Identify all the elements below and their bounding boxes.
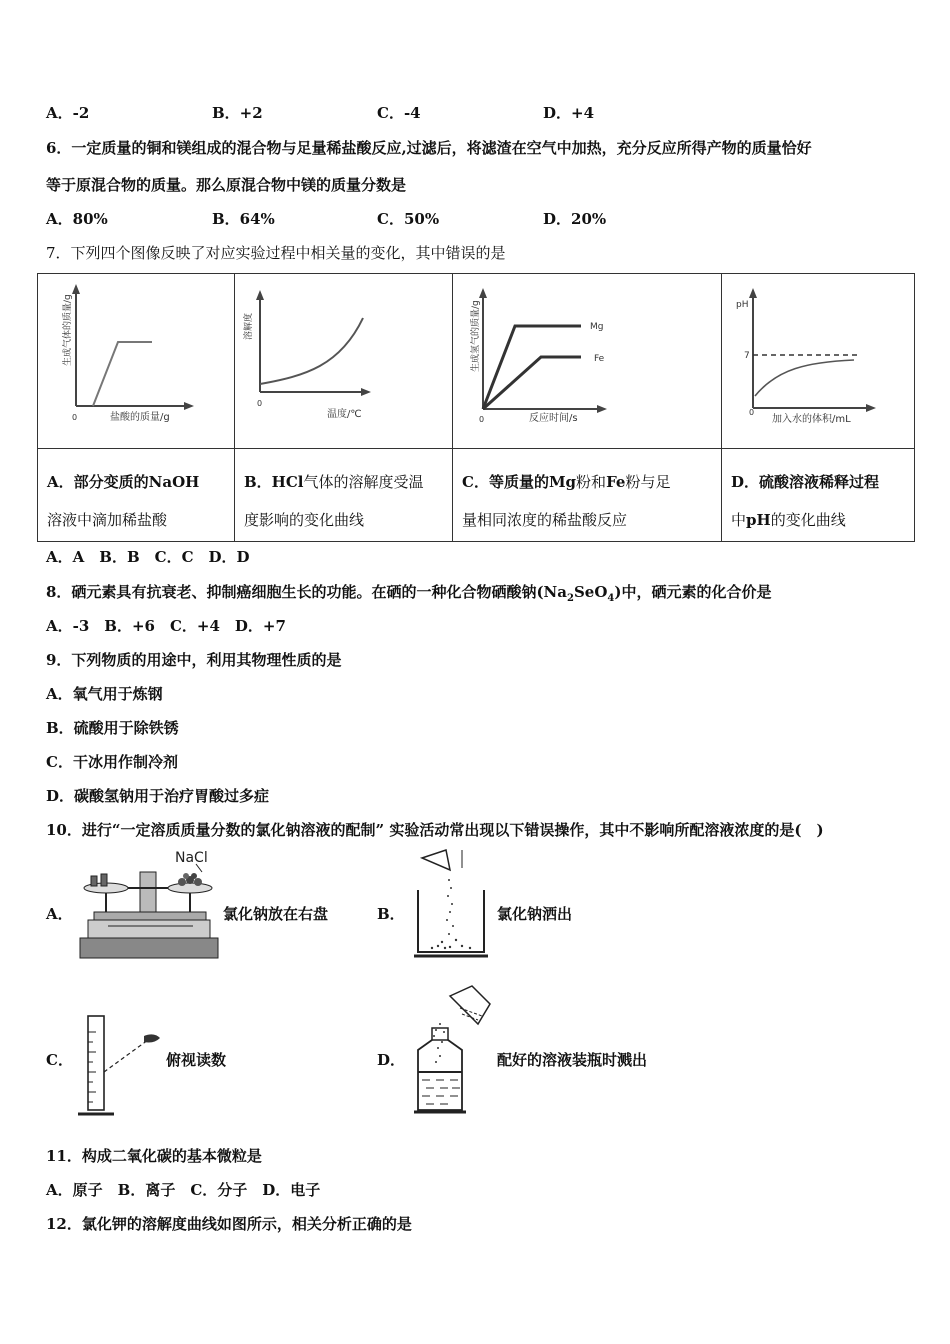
graph-c-series-fe: Fe (594, 354, 605, 364)
caption-c-end: 粉与足 (625, 473, 671, 491)
q9-option-b: B．硫酸用于除铁锈 (46, 719, 179, 737)
q8-stem-a: 8．硒元素具有抗衰老、抑制癌细胞生长的功能。在硒的一种化合物硒酸钠(Na (46, 583, 567, 601)
q12-stem: 12．氯化钾的溶解度曲线如图所示，相关分析正确的是 (46, 1215, 412, 1233)
caption-b-key: B．HCl (244, 473, 304, 491)
graph-a-ylabel: 生成气体的质量/g (63, 294, 73, 366)
q10-stem: 10．进行“一定溶质质量分数的氯化钠溶液的配制” 实验活动常出现以下错误操作，其中不影响所配溶液浓度的是( ) (46, 821, 824, 839)
q8-options: A．-3 B．+6 C．+4 D．+7 (46, 617, 286, 635)
caption-b-line1: 气体的溶解度受温 (303, 473, 424, 491)
caption-d-part2b: 的变化曲线 (770, 511, 846, 529)
graph-b (235, 274, 451, 444)
caption-d-part2a: 中 (731, 511, 747, 529)
graph-a-origin: 0 (72, 413, 78, 422)
graph-d-cell (722, 274, 915, 449)
graph-d-ylabel: pH (736, 300, 749, 310)
q8-stem-c: )中，硒元素的化合价是 (614, 583, 772, 601)
q8-stem-b: SeO (573, 583, 608, 601)
q6-option-a: A．80% (46, 210, 108, 228)
q10-b-text: 氯化钠洒出 (497, 905, 573, 923)
graph-d-xlabel: 加入水的体积/mL (772, 414, 851, 425)
caption-a (38, 449, 235, 542)
caption-c-key2: Fe (606, 473, 626, 491)
q9-option-d: D．碳酸氢钠用于治疗胃酸过多症 (46, 787, 270, 805)
q9-option-c: C．干冰用作制冷剂 (46, 753, 178, 771)
graph-c-xlabel: 反应时间/s (529, 413, 578, 424)
caption-d (722, 449, 915, 542)
q10-c-letter: C． (46, 1051, 73, 1069)
balance-image (78, 846, 223, 966)
q5-option-b: B．+2 (212, 104, 263, 122)
graph-c-ylabel: 生成氢气的质量/g (471, 300, 481, 372)
caption-c-part1: C．等质量的 (462, 473, 549, 491)
nacl-label: NaCl (175, 850, 208, 866)
graph-c-origin: 0 (479, 415, 485, 424)
graph-c-cell (453, 274, 722, 449)
caption-a-part1: A．部分变质的 (47, 473, 149, 491)
q7-graph-table (37, 273, 915, 542)
q10-a-text: 氯化钠放在右盘 (223, 905, 329, 923)
q10-a-letter: A． (46, 905, 73, 923)
graph-a (38, 274, 234, 444)
q9-stem: 9．下列物质的用途中，利用其物理性质的是 (46, 651, 342, 669)
graph-c-series-mg: Mg (590, 322, 604, 332)
q5-option-a: A．-2 (46, 104, 90, 122)
cylinder-image (74, 1012, 170, 1124)
q8-sub2: 2 (566, 593, 574, 604)
caption-b-line2: 度影响的变化曲线 (244, 511, 365, 529)
q6-stem-line2: 等于原混合物的质量。那么原混合物中镁的质量分数是 (46, 176, 407, 194)
q5-option-c: C．-4 (377, 104, 421, 122)
q7-stem: 7．下列四个图像反映了对应实验过程中相关量的变化，其中错误的是 (46, 244, 506, 262)
q8-stem (46, 581, 771, 604)
graph-d-ref: 7 (744, 351, 750, 361)
q10-d-text: 配好的溶液装瓶时溅出 (497, 1051, 648, 1069)
graph-b-origin: 0 (257, 399, 263, 408)
caption-c (453, 449, 722, 542)
spill-beaker-image (412, 848, 490, 964)
q11-stem: 11．构成二氧化碳的基本微粒是 (46, 1147, 262, 1165)
q6-stem-line1: 6．一定质量的铜和镁组成的混合物与足量稀盐酸反应,过滤后，将滤渣在空气中加热，充分反应所得产物的质量恰好 (46, 139, 812, 157)
q6-option-d: D．20% (543, 210, 607, 228)
q7-answer-options: A．A B．B C．C D．D (46, 548, 250, 566)
caption-c-key1: Mg (548, 473, 577, 491)
caption-c-mid: 粉和 (576, 473, 607, 491)
q9-option-a: A．氧气用于炼钢 (46, 685, 163, 703)
caption-c-line2: 量相同浓度的稀盐酸反应 (462, 511, 628, 529)
graph-b-ylabel: 溶解度 (244, 312, 254, 340)
q10-b-letter: B． (377, 905, 405, 923)
graph-b-cell (235, 274, 453, 449)
graph-a-cell (38, 274, 235, 449)
q5-option-d: D．+4 (543, 104, 595, 122)
q10-d-letter: D． (377, 1051, 406, 1069)
q10-c-text: 俯视读数 (166, 1051, 227, 1069)
q11-options: A．原子 B．离子 C．分子 D．电子 (46, 1181, 321, 1199)
caption-b (235, 449, 453, 542)
caption-d-line1: D．硫酸溶液稀释过程 (731, 473, 880, 491)
bottle-image (412, 984, 498, 1120)
graph-d-origin: 0 (749, 408, 755, 417)
caption-d-key: pH (746, 511, 771, 529)
q6-option-b: B．64% (212, 210, 275, 228)
q8-sub4: 4 (607, 593, 615, 604)
graph-c (453, 274, 721, 444)
graph-d (722, 274, 914, 444)
q6-option-c: C．50% (377, 210, 440, 228)
graph-b-xlabel: 温度/℃ (327, 409, 362, 420)
caption-a-key: NaOH (148, 473, 200, 491)
caption-a-line2: 溶液中滴加稀盐酸 (47, 511, 168, 529)
graph-a-xlabel: 盐酸的质量/g (110, 412, 170, 423)
